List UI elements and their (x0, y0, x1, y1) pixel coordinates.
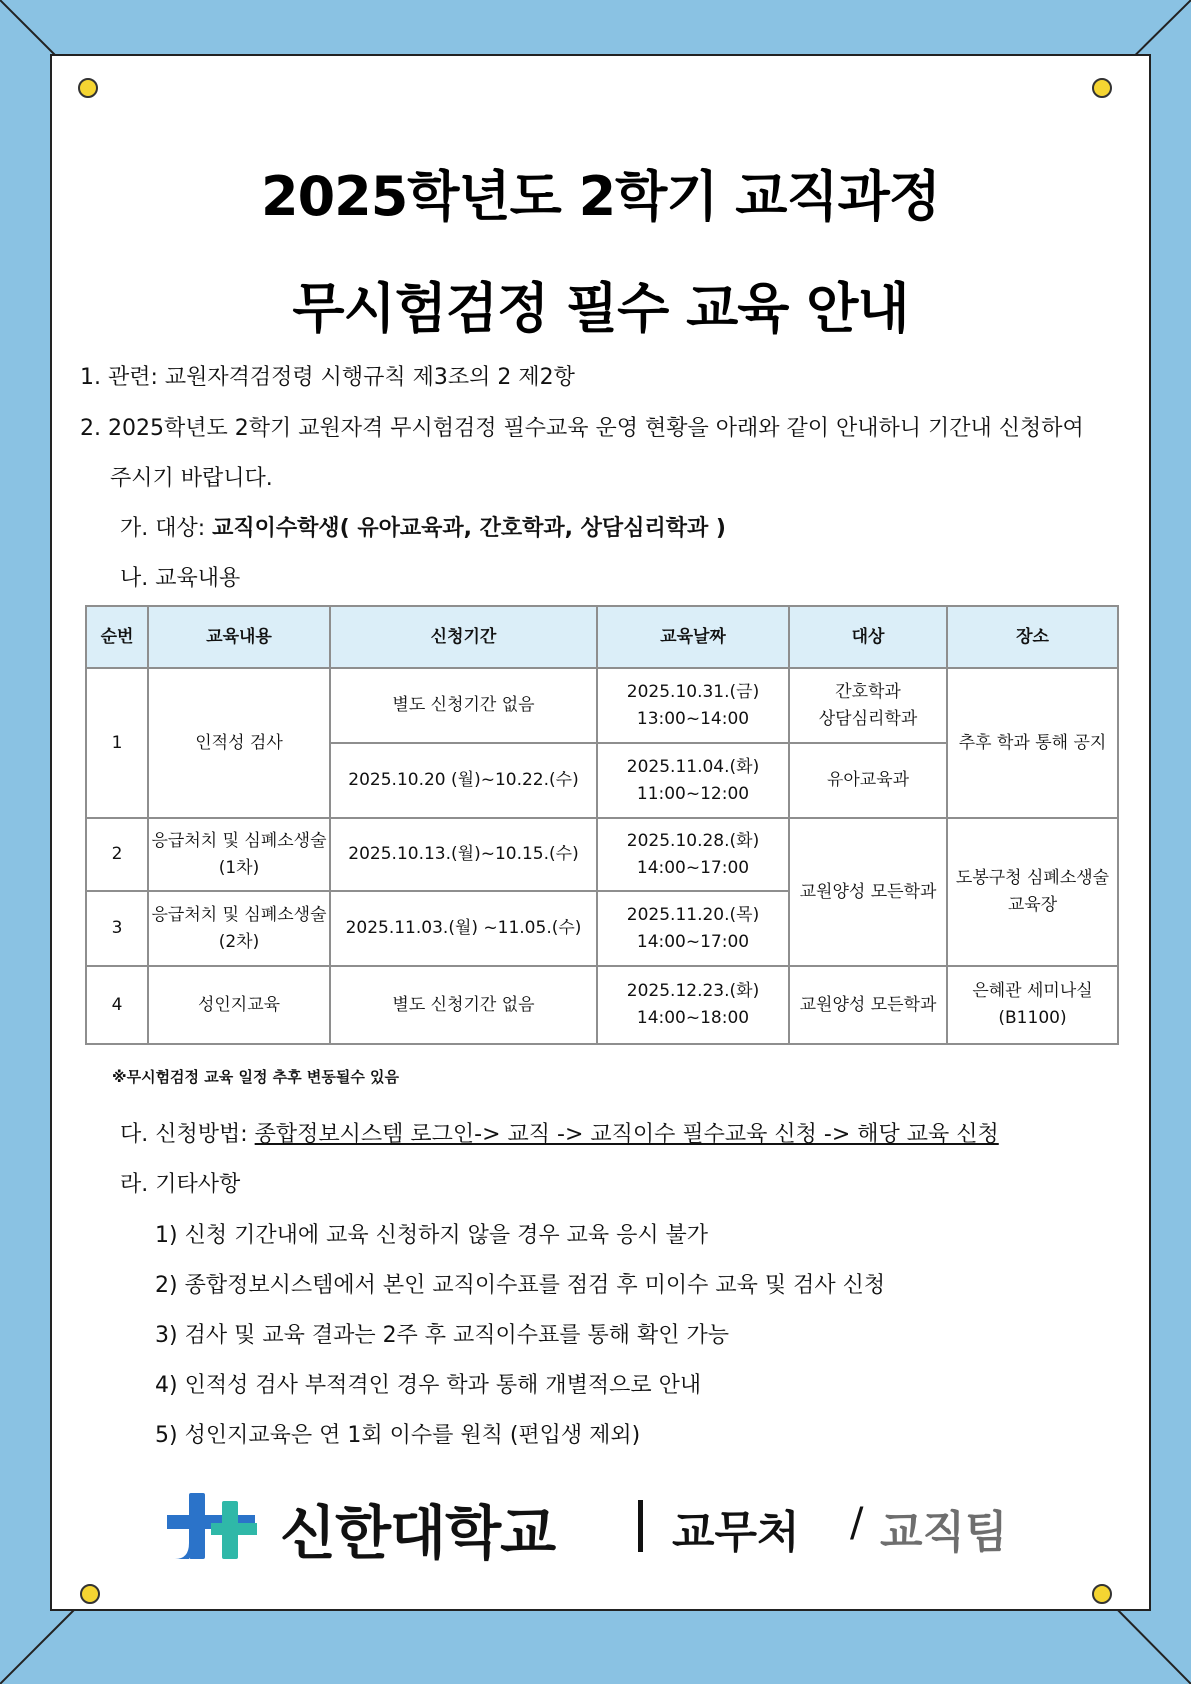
pin-top-left (78, 78, 98, 98)
application-label: 다. 신청방법: (120, 1122, 255, 1147)
cell-no: 1 (86, 668, 148, 818)
cell-target: 교원양성 모든학과 (789, 966, 947, 1044)
cell-target: 교원양성 모든학과 (789, 818, 947, 966)
logo-divider (638, 1500, 643, 1552)
table-row (86, 818, 1118, 891)
etc-item: 1) 신청 기간내에 교육 신청하지 않을 경우 교육 응시 불가 (155, 1223, 709, 1248)
cell-target: 유아교육과 (789, 743, 947, 818)
cell-no: 4 (86, 966, 148, 1044)
title-line-1: 2025학년도 2학기 교직과정 (261, 165, 940, 228)
cell-period: 별도 신청기간 없음 (330, 668, 597, 743)
cell-period: 2025.11.03.(월) ~11.05.(수) (330, 891, 597, 966)
etc-item: 4) 인적성 검사 부적격인 경우 학과 통해 개별적으로 안내 (155, 1373, 702, 1398)
target-label: 가. 대상: (120, 516, 213, 541)
item-target (120, 511, 726, 542)
header-content: 교육내용 (148, 606, 330, 668)
university-name: 신한대학교 (280, 1499, 556, 1567)
application-path: 종합정보시스템 로그인-> 교직 -> 교직이수 필수교육 신청 -> 해당 교육 신청 (254, 1122, 999, 1147)
cell-period: 2025.10.13.(월)~10.15.(수) (330, 818, 597, 891)
pin-bottom-left (80, 1584, 100, 1604)
cell-period: 2025.10.20 (월)~10.22.(수) (330, 743, 597, 818)
cell-date: 2025.11.04.(화) 11:00~12:00 (597, 743, 789, 818)
title-line-2: 무시험검정 필수 교육 안내 (292, 277, 909, 340)
cell-content: 응급처치 및 심폐소생술 (1차) (148, 818, 330, 891)
cell-date: 2025.11.20.(목) 14:00~17:00 (597, 891, 789, 966)
cell-date: 2025.10.31.(금) 13:00~14:00 (597, 668, 789, 743)
etc-item: 3) 검사 및 교육 결과는 2주 후 교직이수표를 통해 확인 가능 (155, 1323, 730, 1348)
cell-content: 인적성 검사 (148, 668, 330, 818)
item-notice-line-2: 주시기 바랍니다. (110, 466, 273, 491)
header-date: 교육날짜 (597, 606, 789, 668)
team-name: 교직팀 (880, 1507, 1008, 1558)
header-period: 신청기간 (330, 606, 597, 668)
table-header-row (86, 606, 1118, 668)
item-application-method (120, 1117, 999, 1148)
table-row (86, 668, 1118, 743)
header-place: 장소 (947, 606, 1118, 668)
header-target: 대상 (789, 606, 947, 668)
header-no: 순번 (86, 606, 148, 668)
education-schedule-table (85, 605, 1119, 1045)
target-value: 교직이수학생( 유아교육과, 간호학과, 상담심리학과 ) (212, 516, 726, 541)
cell-period: 별도 신청기간 없음 (330, 966, 597, 1044)
etc-item: 2) 종합정보시스템에서 본인 교직이수표를 점검 후 미이수 교육 및 검사 신청 (155, 1273, 886, 1298)
etc-item: 5) 성인지교육은 연 1회 이수를 원칙 (편입생 제외) (155, 1423, 641, 1448)
cell-place: 도봉구청 심폐소생술 교육장 (947, 818, 1118, 966)
schedule-change-note: ※무시험검정 교육 일정 추후 변동될수 있음 (112, 1068, 400, 1086)
cell-no: 3 (86, 891, 148, 966)
cell-content: 성인지교육 (148, 966, 330, 1044)
item-education-content: 나. 교육내용 (120, 566, 241, 591)
cell-place: 은혜관 세미나실 (B1100) (947, 966, 1118, 1044)
item-etc-heading: 라. 기타사항 (120, 1172, 241, 1197)
cell-no: 2 (86, 818, 148, 891)
university-logo-icon (167, 1493, 257, 1559)
department-name: 교무처 (672, 1507, 800, 1558)
pin-top-right (1092, 78, 1112, 98)
cell-content: 응급처치 및 심폐소생술 (2차) (148, 891, 330, 966)
item-related-regulation: 1. 관련: 교원자격검정령 시행규칙 제3조의 2 제2항 (80, 365, 575, 390)
item-notice-line-1: 2. 2025학년도 2학기 교원자격 무시험검정 필수교육 운영 현황을 아래와 같이 안내하니 기간내 신청하여 (80, 416, 1084, 441)
cell-date: 2025.12.23.(화) 14:00~18:00 (597, 966, 789, 1044)
logo-slash: / (850, 1500, 864, 1546)
table-row (86, 966, 1118, 1044)
pin-bottom-right (1092, 1584, 1112, 1604)
cell-target: 간호학과 상담심리학과 (789, 668, 947, 743)
cell-place: 추후 학과 통해 공지 (947, 668, 1118, 818)
cell-date: 2025.10.28.(화) 14:00~17:00 (597, 818, 789, 891)
